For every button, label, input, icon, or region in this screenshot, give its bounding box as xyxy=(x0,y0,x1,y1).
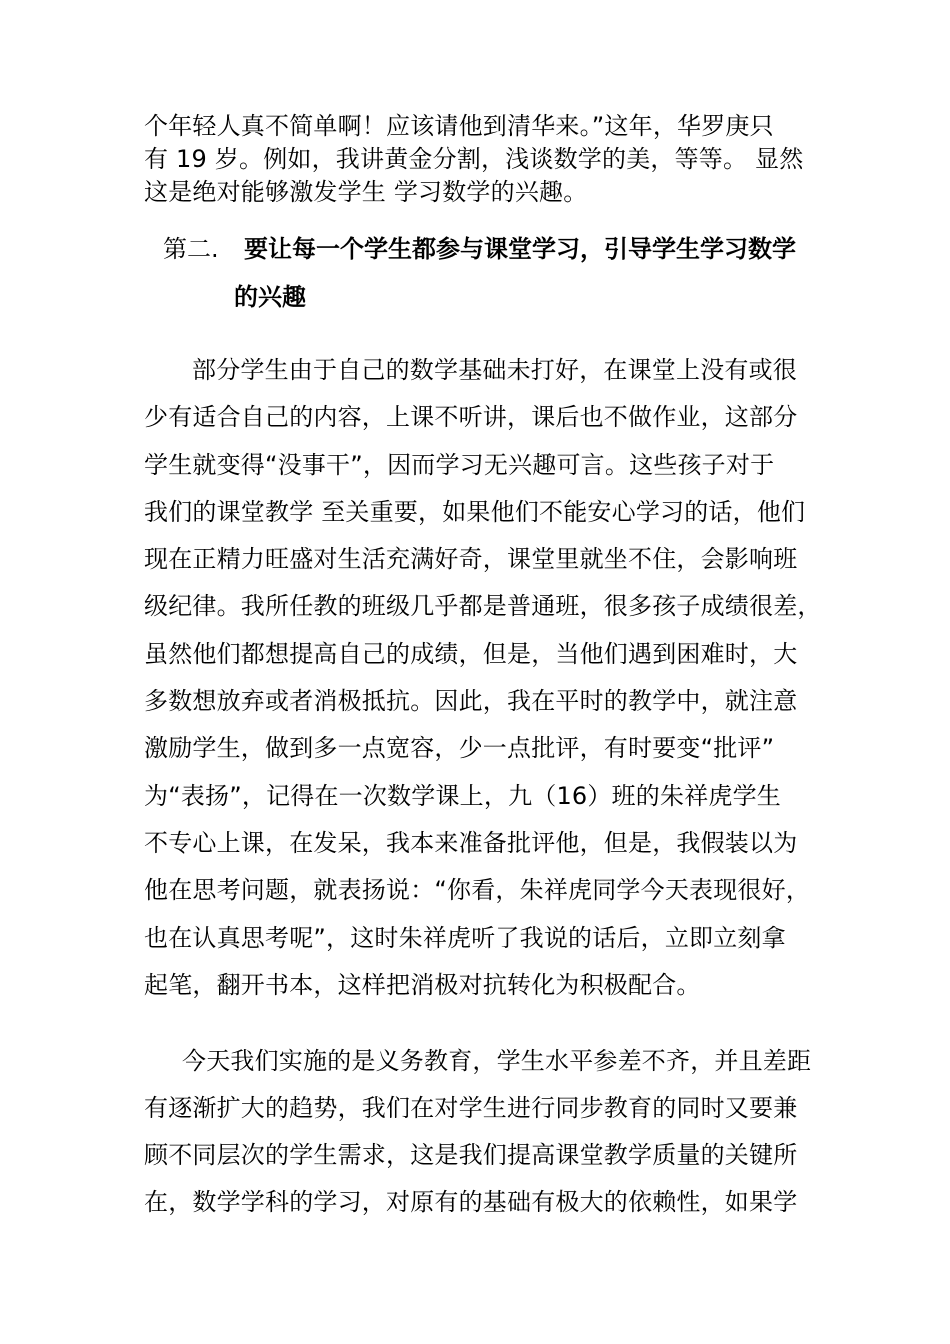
paragraph-line: 为“表扬”，记得在一次数学课上，九（16）班的朱祥虎学生 xyxy=(144,781,782,810)
paragraph-line: 这是绝对能够激发学生 学习数学的兴趣。 xyxy=(144,178,588,206)
paragraph-line: 在，数学学科的学习，对原有的基础有极大的依赖性，如果学 xyxy=(144,1188,798,1216)
paragraph-line: 有 19 岁。例如，我讲黄金分割，浅谈数学的美，等等。 显然 xyxy=(144,145,804,173)
paragraph-line: 虽然他们都想提高自己的成绩，但是，当他们遇到困难时，大 xyxy=(144,639,798,668)
paragraph-line: 他在思考问题，就表扬说：“你看，朱祥虎同学今天表现很好， xyxy=(144,876,811,905)
section-number: 第二. xyxy=(163,235,219,263)
paragraph-last xyxy=(144,1038,814,1226)
paragraph-line: 不专心上课，在发呆，我本来准备批评他，但是，我假装以为 xyxy=(144,828,798,857)
paragraph-line: 有逐渐扩大的趋势，我们在对学生进行同步教育的同时又要兼 xyxy=(144,1094,798,1122)
paragraph-line: 少有适合自己的内容，上课不听讲，课后也不做作业，这部分 xyxy=(144,403,798,432)
paragraph-line: 个年轻人真不简单啊！应该请他到清华来。”这年，华罗庚只 xyxy=(144,112,774,140)
section-title: 要让每一个学生都参与课堂学习，引导学生学习数学 xyxy=(244,235,796,263)
paragraph-line: 部分学生由于自己的数学基础未打好，在课堂上没有或很 xyxy=(192,356,797,384)
paragraph-line: 多数想放弃或者消极抵抗。因此，我在平时的教学中，就注意 xyxy=(144,687,798,716)
paragraph-line: 激励学生，做到多一点宽容，少一点批评，有时要变“批评” xyxy=(144,734,775,763)
paragraph-line: 也在认真思考呢”，这时朱祥虎听了我说的话后，立即立刻拿 xyxy=(144,923,786,952)
paragraph-line: 级纪律。我所任教的班级几乎都是普通班，很多孩子成绩很差， xyxy=(144,592,822,621)
paragraph-line: 起笔，翻开书本，这样把消极对抗转化为积极配合。 xyxy=(144,970,701,999)
paragraph-line: 顾不同层次的学生需求，这是我们提高课堂教学质量的关键所 xyxy=(144,1141,798,1169)
paragraph-line: 我们的课堂教学 至关重要，如果他们不能安心学习的话，他们 xyxy=(144,497,806,526)
paragraph-line: 现在正精力旺盛对生活充满好奇，课堂里就坐不住，会影响班 xyxy=(144,545,798,574)
paragraph-line: 今天我们实施的是义务教育，学生水平参差不齐，并且差距 xyxy=(182,1047,812,1075)
paragraph-line: 学生就变得“没事干”，因而学习无兴趣可言。这些孩子对于 xyxy=(144,450,775,479)
paragraph-top xyxy=(144,110,814,209)
section-title-continued: 的兴趣 xyxy=(234,283,306,311)
paragraph-main xyxy=(144,347,822,1009)
